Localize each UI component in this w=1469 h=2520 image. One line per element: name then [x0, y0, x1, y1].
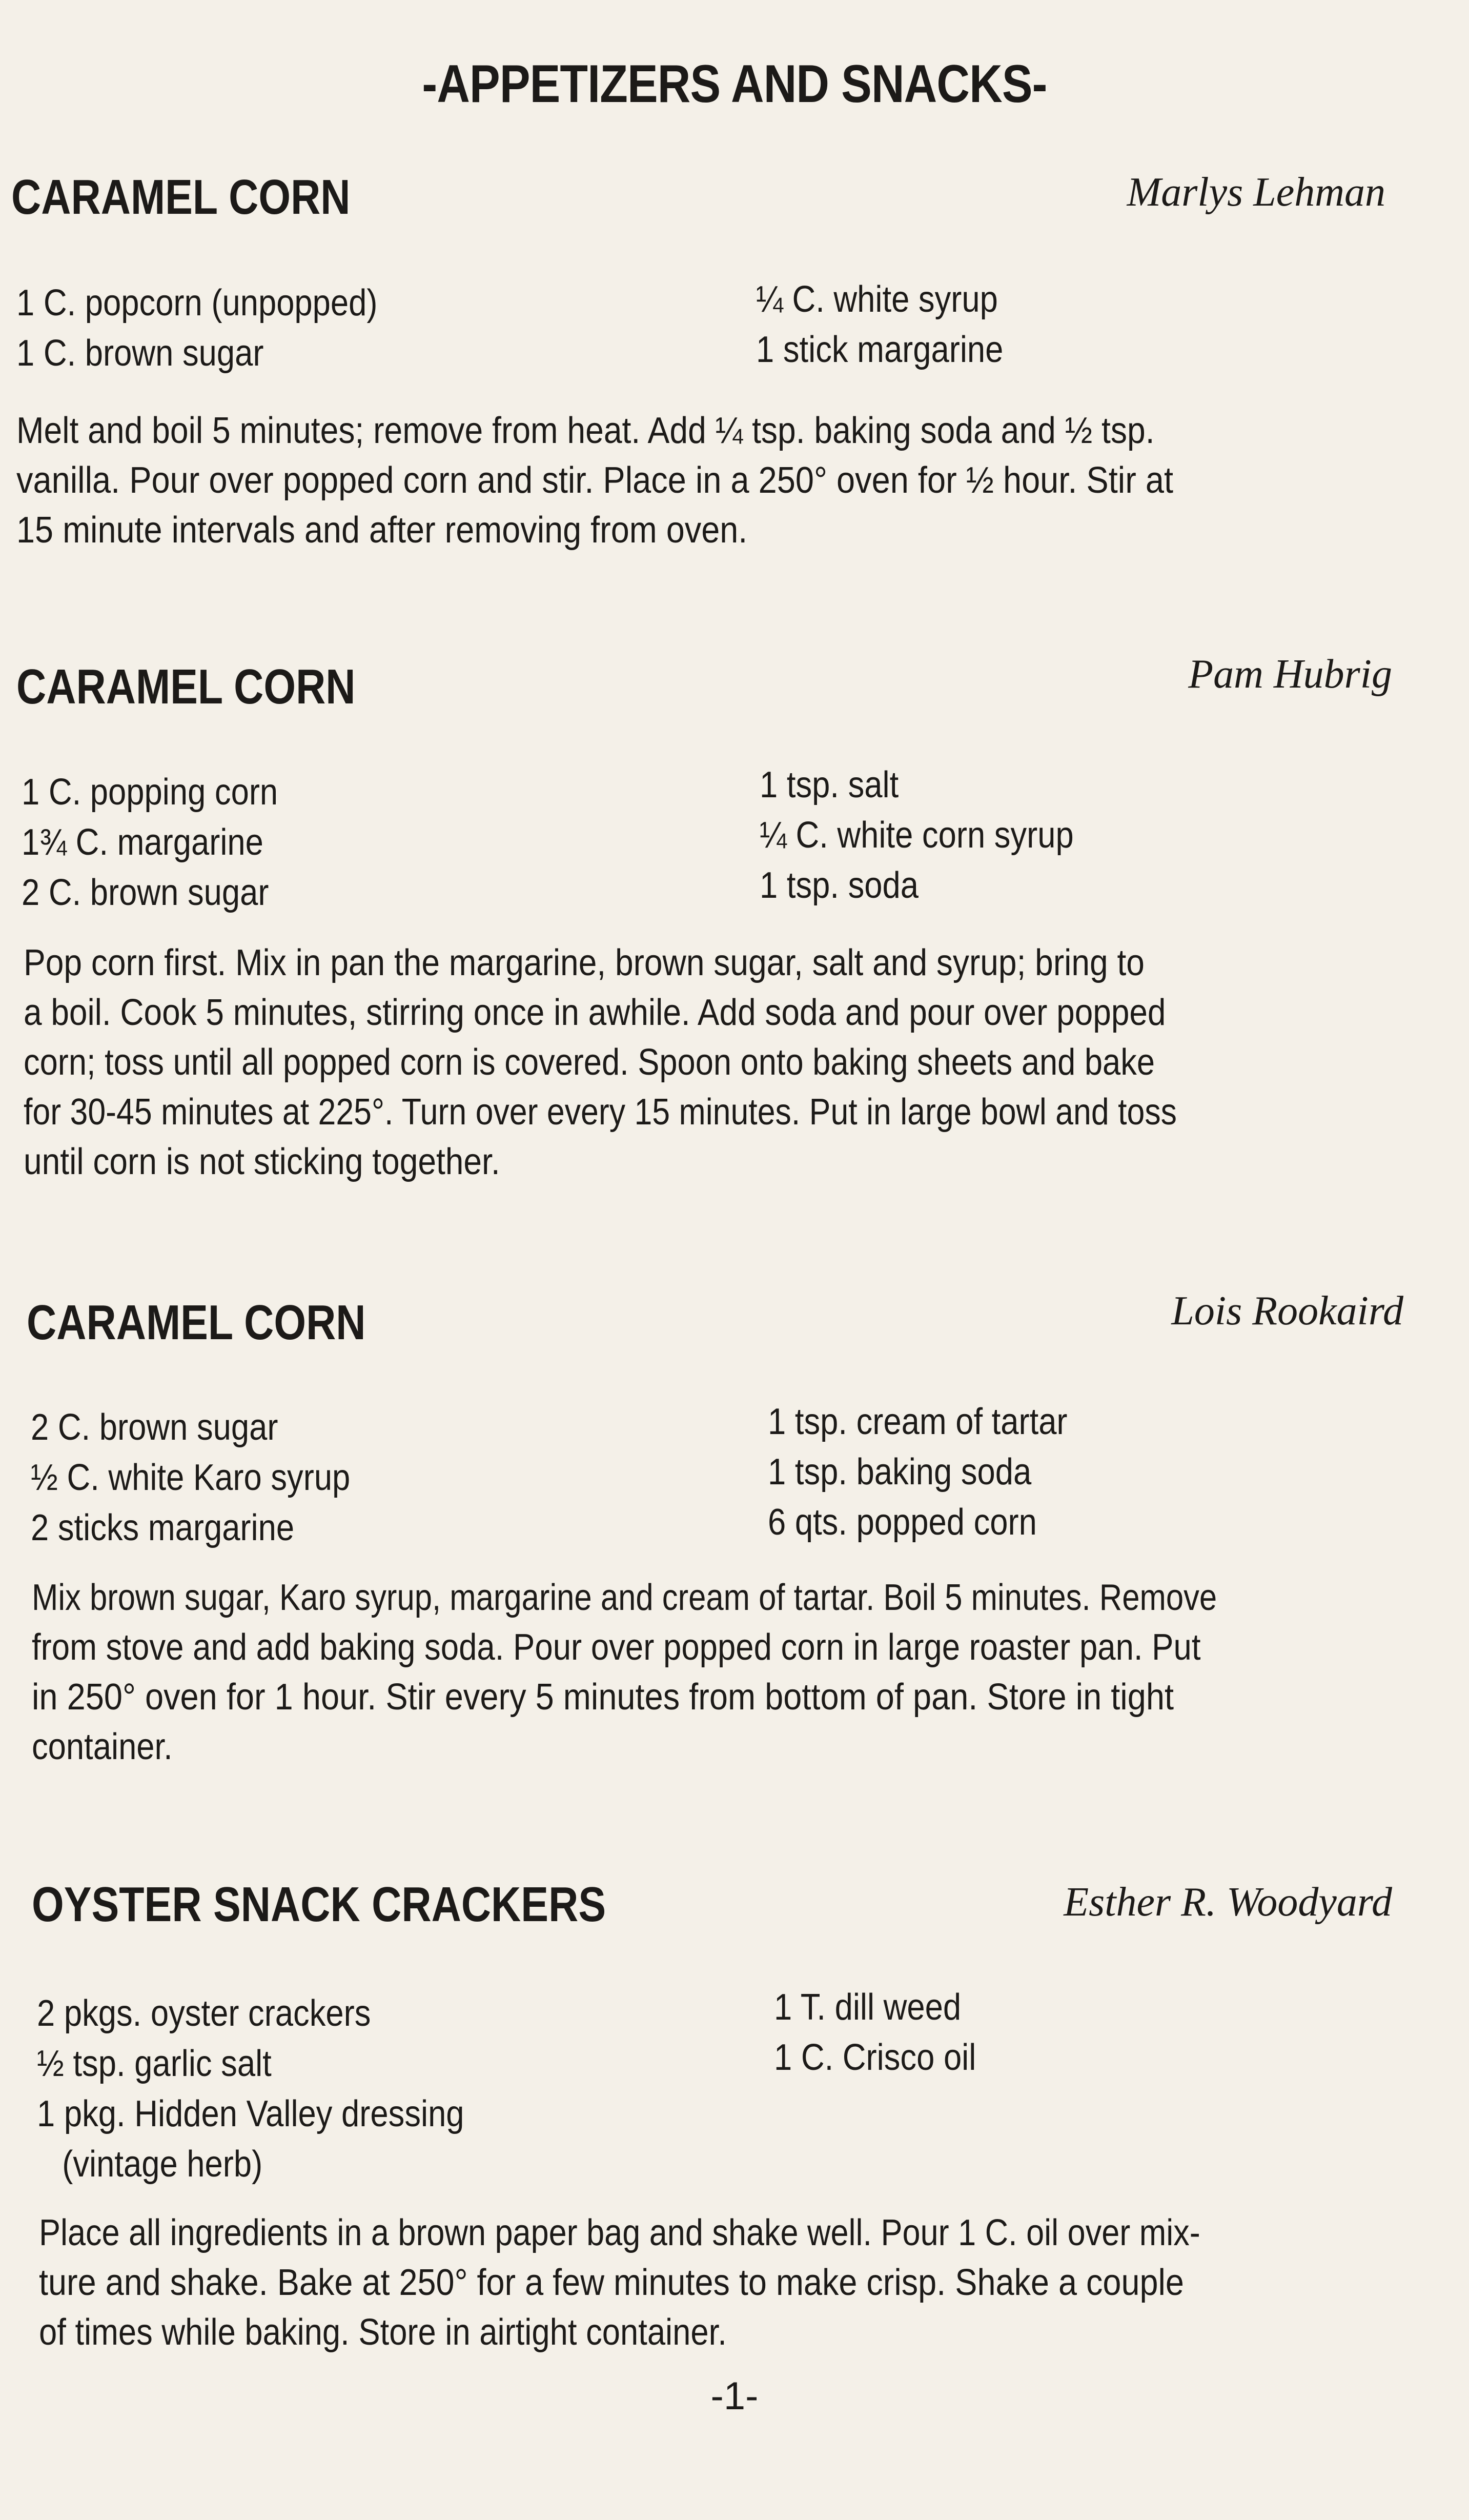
recipe-directions — [32, 1573, 1416, 1772]
recipe-directions — [39, 2208, 1366, 2357]
directions-line: container. — [32, 1726, 173, 1767]
ingredients-right — [768, 1397, 1108, 1547]
directions-line: Pop corn first. Mix in pan the margarine, brown sugar, salt and syrup; bring to — [24, 942, 1145, 983]
ingredient: 1 C. brown sugar — [16, 333, 264, 374]
ingredient: 1 pkg. Hidden Valley dressing — [37, 2093, 464, 2134]
ingredient: 1 tsp. cream of tartar — [768, 1401, 1068, 1442]
recipe-author: Esther R. Woodyard — [1064, 1880, 1392, 1925]
recipe-author: Pam Hubrig — [1188, 652, 1392, 697]
ingredient: 2 C. brown sugar — [31, 1407, 278, 1448]
recipe-title: OYSTER SNACK CRACKERS — [32, 1877, 606, 1932]
directions-line: 15 minute intervals and after removing from oven. — [16, 510, 748, 551]
ingredient: 1 C. Crisco oil — [774, 2037, 976, 2078]
ingredients-left — [31, 1402, 394, 1553]
recipe-title: CARAMEL CORN — [27, 1295, 366, 1350]
ingredient: ½ C. white Karo syrup — [31, 1457, 351, 1498]
ingredient: 1 tsp. baking soda — [768, 1451, 1032, 1493]
directions-line: until corn is not sticking together. — [24, 1141, 500, 1182]
ingredient: ¼ C. white corn syrup — [760, 815, 1074, 856]
ingredient: 2 sticks margarine — [31, 1507, 295, 1548]
ingredients-right — [760, 760, 1116, 911]
directions-line: Melt and boil 5 minutes; remove from heat. Add ¼ tsp. baking soda and ½ tsp. — [16, 410, 1155, 451]
recipe-directions — [16, 406, 1299, 555]
directions-line: vanilla. Pour over popped corn and stir. Place in a 250° oven for ½ hour. Stir at — [16, 460, 1174, 501]
page-title: -APPETIZERS AND SNACKS- — [422, 54, 1047, 114]
directions-line: a boil. Cook 5 minutes, stirring once in awhile. Add soda and pour over popped — [24, 992, 1166, 1033]
ingredient: 1 stick margarine — [756, 329, 1004, 370]
ingredients-right — [774, 1982, 1004, 2083]
ingredients-right — [756, 274, 1037, 375]
directions-line: Place all ingredients in a brown paper bag and shake well. Pour 1 C. oil over mix- — [39, 2212, 1200, 2253]
ingredient: 1 C. popping corn — [22, 772, 278, 813]
ingredient: ½ tsp. garlic salt — [37, 2043, 272, 2084]
recipe-title: CARAMEL CORN — [11, 170, 351, 225]
ingredients-left — [22, 767, 313, 918]
ingredients-left — [37, 1988, 522, 2189]
ingredient: (vintage herb) — [62, 2144, 263, 2185]
ingredient: 1¾ C. margarine — [22, 822, 263, 863]
ingredient: 1 C. popcorn (unpopped) — [16, 283, 378, 324]
ingredients-left — [16, 278, 427, 378]
ingredient: ¼ C. white syrup — [756, 279, 998, 320]
directions-line: for 30-45 minutes at 225°. Turn over every 15 minutes. Put in large bowl and toss — [24, 1092, 1177, 1133]
directions-line: corn; toss until all popped corn is covered. Spoon onto baking sheets and bake — [24, 1042, 1155, 1083]
ingredient: 1 T. dill weed — [774, 1987, 962, 2028]
ingredient: 2 pkgs. oyster crackers — [37, 1993, 371, 2034]
ingredient: 1 tsp. soda — [760, 865, 919, 906]
recipe-directions — [24, 938, 1349, 1187]
recipe-title: CARAMEL CORN — [16, 659, 356, 714]
directions-line: ture and shake. Bake at 250° for a few minutes to make crisp. Shake a couple — [39, 2262, 1184, 2303]
recipe-author: Lois Rookaird — [1171, 1288, 1403, 1334]
directions-line: in 250° oven for 1 hour. Stir every 5 minutes from bottom of pan. Store in tight — [32, 1677, 1174, 1718]
directions-line: from stove and add baking soda. Pour over popped corn in large roaster pan. Put — [32, 1627, 1201, 1668]
ingredient: 6 qts. popped corn — [768, 1502, 1037, 1543]
recipe-author: Marlys Lehman — [1127, 170, 1385, 215]
ingredient: 2 C. brown sugar — [22, 872, 269, 913]
page-number: -1- — [710, 2374, 759, 2418]
ingredient: 1 tsp. salt — [760, 764, 899, 805]
directions-line: Mix brown sugar, Karo syrup, margarine and cream of tartar. Boil 5 minutes. Remove — [32, 1577, 1217, 1618]
directions-line: of times while baking. Store in airtight container. — [39, 2312, 727, 2353]
